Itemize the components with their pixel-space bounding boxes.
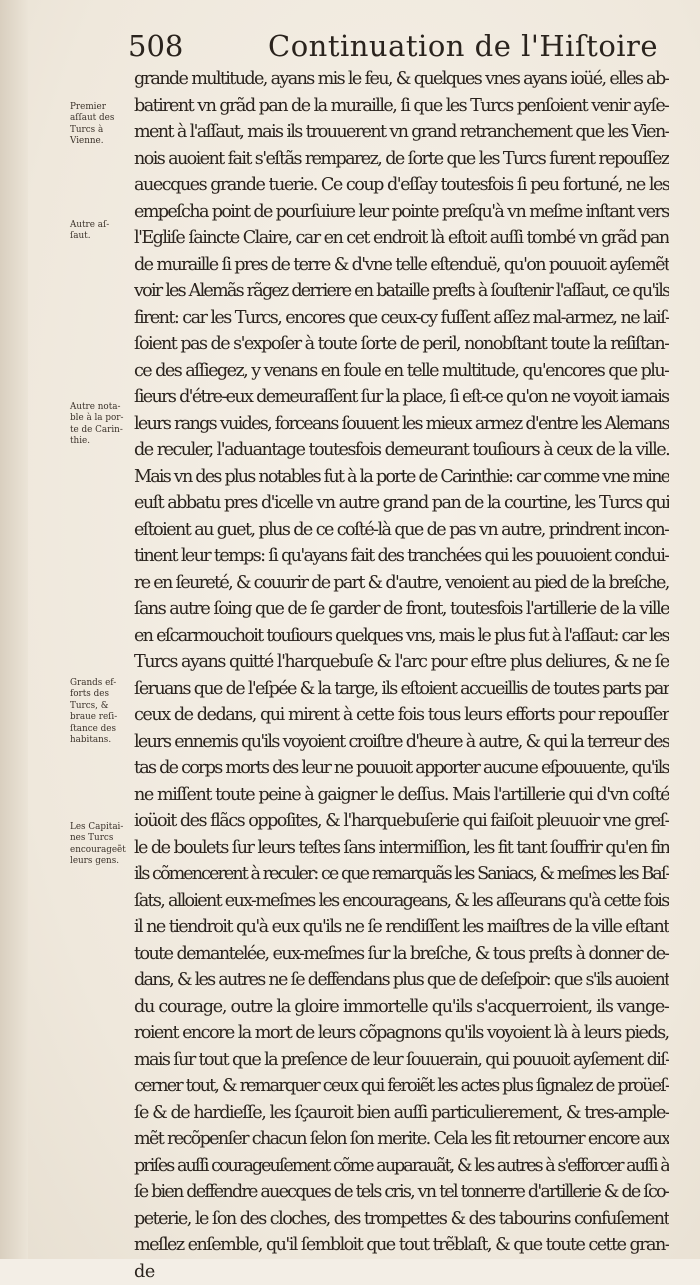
text-line: du courage, outre la gloire immortelle qu'ils s'acquerroient, ils vange- (134, 994, 669, 1021)
text-line: tinent leur temps: ſi qu'ayans fait des tranchées qui les pouuoient condui- (134, 543, 669, 570)
text-line: ce des aſſiegez, y venans en foule en telle multitude, qu'encores que plu- (134, 358, 669, 385)
text-line: ſe & de hardieſſe, les ſçauroit bien auſſi particulierement, & tres-ample- (134, 1100, 669, 1127)
text-line: ſieurs d'étre-eux demeuraſſent ſur la place, ſi eſt-ce qu'on ne voyoit iamais (134, 384, 669, 411)
text-line: auecques grande tuerie. Ce coup d'eſſay toutesfois ſi peu fortuné, ne les (134, 172, 669, 199)
text-line: ſoient pas de s'expoſer à toute ſorte de peril, nonobſtant toute la reſiſtan- (134, 331, 669, 358)
text-line: mais ſur tout que la preſence de leur ſouuerain, qui pouuoit ayſement diſ- (134, 1047, 669, 1074)
marginal-note: Autre nota- ble à la por- te de Carin- thie. (70, 402, 132, 448)
text-line: priſes auſſi courageuſement cõme auparauãt, & les autres à s'efforcer auſſi à (134, 1153, 669, 1180)
main-text (134, 66, 669, 1285)
text-line: Mais vn des plus notables fut à la porte de Carinthie: car comme vne mine (134, 464, 669, 491)
text-line: leurs rangs vuides, forceans ſouuent les mieux armez d'entre les Alemans (134, 411, 669, 438)
text-line: cerner tout, & remarquer ceux qui feroiẽt les actes plus ſignalez de proüeſ- (134, 1073, 669, 1100)
text-line: de muraille ſi pres de terre & d'vne telle eſtenduë, qu'on pouuoit ayſemẽt (134, 252, 669, 279)
text-line: le de boulets ſur leurs teſtes ſans intermiſſion, les fit tant ſouffrir qu'en fin (134, 835, 669, 862)
text-line: mẽt recõpenſer chacun ſelon ſon merite. Cela les fit retourner encore aux (134, 1126, 669, 1153)
text-line: Turcs ayans quitté l'harquebuſe & l'arc pour eſtre plus deliures, & ne ſe (134, 649, 669, 676)
text-line: meſlez enſemble, qu'il ſembloit que tout trẽblaſt, & que toute cette gran- (134, 1232, 669, 1259)
marginal-note: Premier aſſaut des Turcs à Vienne. (70, 102, 132, 148)
marginal-note: Les Capitai- nes Turcs encourageẽt leurs gens. (70, 822, 132, 868)
text-line: ioüoit des flãcs oppoſites, & l'harquebuſerie qui faiſoit pleuuoir vne greſ- (134, 808, 669, 835)
text-line: il ne tiendroit qu'à eux qu'ils ne ſe rendiſſent les maiſtres de la ville eſtant (134, 914, 669, 941)
text-line: ſans autre ſoing que de ſe garder de front, toutesfois l'artillerie de la ville (134, 596, 669, 623)
marginal-note: Grands ef- forts des Turcs, & braue reſi- ſtance des habitans. (70, 678, 132, 746)
text-line: de reculer, l'aduantage toutesfois demeurant touſiours à ceux de la ville. (134, 437, 669, 464)
text-line: l'Egliſe ſaincte Claire, car en cet endroit là eſtoit auſſi tombé vn grãd pan (134, 225, 669, 252)
page-number: 508 (128, 26, 183, 66)
text-line: ment à l'aſſaut, mais ils trouuerent vn grand retranchement que les Vien- (134, 119, 669, 146)
text-line: peterie, le ſon des cloches, des trompettes & des tabourins confuſement (134, 1206, 669, 1233)
text-line: grande multitude, ayans mis le feu, & quelques vnes ayans ioüé, elles ab- (134, 66, 669, 93)
text-line: en eſcarmouchoit touſiours quelques vns, mais le plus fut à l'aſſaut: car les (134, 623, 669, 650)
text-line: euſt abbatu pres d'icelle vn autre grand pan de la courtine, les Turcs qui (134, 490, 669, 517)
text-line: voir les Alemãs rãgez derriere en bataille preſts à ſouſtenir l'aſſaut, ce qu'ils (134, 278, 669, 305)
text-line: re en ſeureté, & couurir de part & d'autre, venoient au pied de la breſche, (134, 570, 669, 597)
text-line: tas de corps morts des leur ne pouuoit apporter aucune eſpouuente, qu'ils (134, 755, 669, 782)
text-line: roient encore la mort de leurs cõpagnons qu'ils voyoient là à leurs pieds, (134, 1020, 669, 1047)
text-line: ſats, alloient eux-meſmes les encourageans, & les aſſeurans qu'à cette fois (134, 888, 669, 915)
text-line: ils cõmencerent à reculer: ce que remarquãs les Saniacs, & meſmes les Baſ- (134, 861, 669, 888)
text-line: ceux de dedans, qui mirent à cette fois tous leurs efforts pour repouſſer (134, 702, 669, 729)
text-line: dans, & les autres ne ſe deffendans plus que de deſeſpoir: que s'ils auoient (134, 967, 669, 994)
marginal-note: Autre aſ- ſaut. (70, 220, 132, 243)
text-line: batirent vn grãd pan de la muraille, ſi que les Turcs penſoient venir ayſe- (134, 93, 669, 120)
text-line: ſeruans que de l'eſpée & la targe, ils eſtoient accueillis de toutes parts par (134, 676, 669, 703)
text-line: eſtoient au guet, plus de ce coſté-là que de pas vn autre, prindrent incon- (134, 517, 669, 544)
text-line: ſe bien deffendre auecques de tels cris, vn tel tonnerre d'artillerie & de ſco- (134, 1179, 669, 1206)
text-line: de (134, 1259, 669, 1285)
text-line: empeſcha point de pourſuiure leur pointe preſqu'à vn meſme inſtant vers (134, 199, 669, 226)
text-line: firent: car les Turcs, encores que ceux-cy fuſſent aſſez mal-armez, ne laiſ- (134, 305, 669, 332)
text-line: leurs ennemis qu'ils voyoient croiſtre d'heure à autre, & qui la terreur des (134, 729, 669, 756)
text-line: ne miſſent toute peine à gaigner le deſſus. Mais l'artillerie qui d'vn coſté (134, 782, 669, 809)
running-title: Continuation de l'Hiſtoire (268, 26, 658, 66)
text-line: nois auoient fait s'eſtãs remparez, de ſorte que les Turcs furent repouſſez (134, 146, 669, 173)
page-gutter (0, 0, 28, 1259)
text-line: toute demantelée, eux-meſmes ſur la breſche, & tous preſts à donner de- (134, 941, 669, 968)
